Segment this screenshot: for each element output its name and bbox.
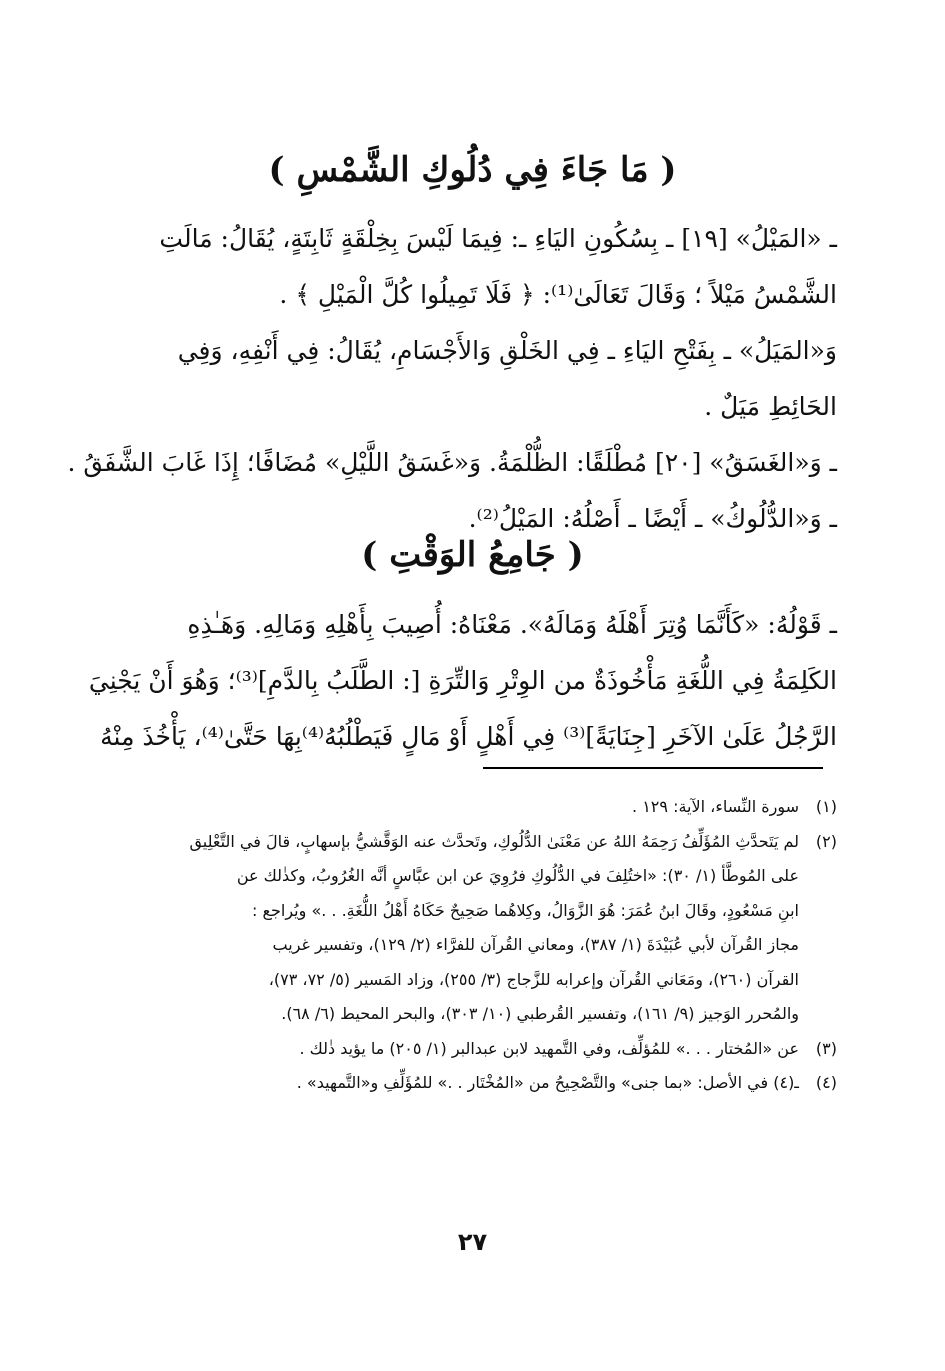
footnote-line: عن «المُختار . . .» للمُؤلِّف، وفي التَّمهيد لابن عبدالبر (١/ ٢٠٥) ما يؤيد ذٰلك . — [299, 1038, 799, 1058]
text-line: الرَّجُلُ عَلَىٰ الآخَرِ [جِنَايَةً]⁽³⁾ فِي أَهْلٍ أَوْ مَالٍ فَيَطْلُبُهُ⁽⁴⁾بِهَا حَتَّىٰ⁽⁴⁾، يَأْخُذَ مِنْهُ — [100, 722, 837, 751]
text-line: ـ «المَيْلُ» [١٩] ـ بِسُكُونِ اليَاءِ ـ: فِيمَا لَيْسَ بِخِلْقَةٍ ثَابِتَةٍ، يُقَالُ: مَالَتِ — [159, 224, 837, 253]
footnote-line: والمُحرر الوَجيز (٩/ ١٦١)، وتفسير القُرطبي (١٠/ ٣٠٣)، والبحر المحيط (٦/ ٦٨). — [281, 1004, 799, 1023]
text-line: الشَّمْسُ مَيْلاً ؛ وَقَالَ تَعَالَىٰ⁽¹⁾: ﴿ فَلَا تَمِيلُوا كُلَّ الْمَيْلِ ﴾ . — [279, 280, 837, 309]
text-line: ـ وَ«الدُّلُوكُ» ـ أَيْضًا ـ أَصْلُهُ: المَيْلُ⁽²⁾. — [468, 504, 837, 533]
footnote-line: القرآن (٢٦٠)، ومَعَاني القُرآن وإعرابه للزَّجاج (٣/ ٢٥٥)، وزاد المَسير (٥/ ٧٢، ٧٣)، — [268, 969, 799, 989]
footnote-line: ـ(٤) في الأصل: «بما جنى» والتَّصْحِيحُ من «المُخْتَار . .» للمُؤَلِّفِ و«التَّمهيد» . — [296, 1073, 799, 1092]
section-paragraph-watr — [88, 597, 837, 765]
page-number: ٢٧ — [457, 1228, 488, 1256]
text-line: الكَلِمَةُ فِي اللُّغَةِ مَأْخُوذَةٌ من الوِتْرِ وَالتِّرَةِ [: الطَّلَبُ بِالدَّمِ]⁽³⁾؛ وَهُوَ أَنْ يَجْنِيَ — [88, 666, 837, 695]
section-paragraph-mayl — [67, 211, 837, 547]
footnote-line: على المُوطَّأ (١/ ٣٠): «اختُلِفَ في الدُّلُوكِ فرُوِيَ عن ابن عبَّاسٍ أنَّه الغُرُوبُ، وكذٰلك عن — [236, 866, 799, 885]
footnote-number: (١) — [815, 797, 837, 816]
text-line: وَ«المَيَلُ» ـ بِفَتْحِ اليَاءِ ـ فِي الخَلْقِ وَالأَجْسَامِ، يُقَالُ: فِي أَنْفِهِ، وَفِي — [177, 336, 837, 365]
text-line: الحَائِطِ مَيَلٌ . — [704, 392, 837, 421]
footnote-line: مجاز القُرآن لأبي عُبَيْدَةَ (١/ ٣٨٧)، ومعاني القُرآن للفرَّاء (٢/ ١٢٩)، وتفسير غريب — [272, 935, 799, 954]
footnote-2 — [108, 825, 837, 1032]
footnote-4 — [108, 1066, 837, 1101]
text-line: ـ وَ«الغَسَقُ» [٢٠] مُطْلَقًا: الظُّلْمَةُ. وَ«غَسَقُ اللَّيْلِ» مُضَافًا؛ إِذَا غَابَ الشَّفَقُ . — [67, 448, 837, 477]
footnote-line: لم يَتَحدَّثِ المُؤَلِّفُ رَحِمَهُ اللهُ عن مَعْنَىٰ الدُّلُوكِ، وتَحدَّث عنه الوَقَّشيُّ بإسهابٍ، قالَ في التَّعْلِيق — [189, 831, 799, 851]
footnote-separator — [483, 767, 823, 769]
footnote-line: سورة النِّساء، الآية: ١٢٩ . — [632, 797, 799, 816]
footnote-line: ابنِ مَسْعُودٍ، وقَالَ ابنُ عُمَرَ: هُوَ الزَّوَالُ، وكِلاهُما صَحِيحٌ حَكَاهُ أَهْلُ اللُّغَةِ. . .» ويُراجع : — [252, 900, 799, 920]
text-line: ـ قَوْلُهُ: «كَأَنَّمَا وُتِرَ أَهْلَهُ وَمَالَهُ». مَعْنَاهُ: أُصِيبَ بِأَهْلِهِ وَمَالِهِ. وَهَـٰذِهِ — [187, 610, 837, 639]
footnote-3 — [108, 1032, 837, 1067]
footnote-number: (٤) — [815, 1073, 837, 1092]
footnote-number: (٣) — [815, 1038, 837, 1058]
section-heading-jami-alwaqt: ( جَامِعُ الوَقْتِ ) — [361, 535, 584, 575]
footnote-number: (٢) — [815, 831, 837, 851]
footnotes — [108, 790, 837, 1101]
section-heading-dulook: ( مَا جَاءَ فِي دُلُوكِ الشَّمْسِ ) — [268, 150, 677, 190]
footnote-1 — [108, 790, 837, 825]
